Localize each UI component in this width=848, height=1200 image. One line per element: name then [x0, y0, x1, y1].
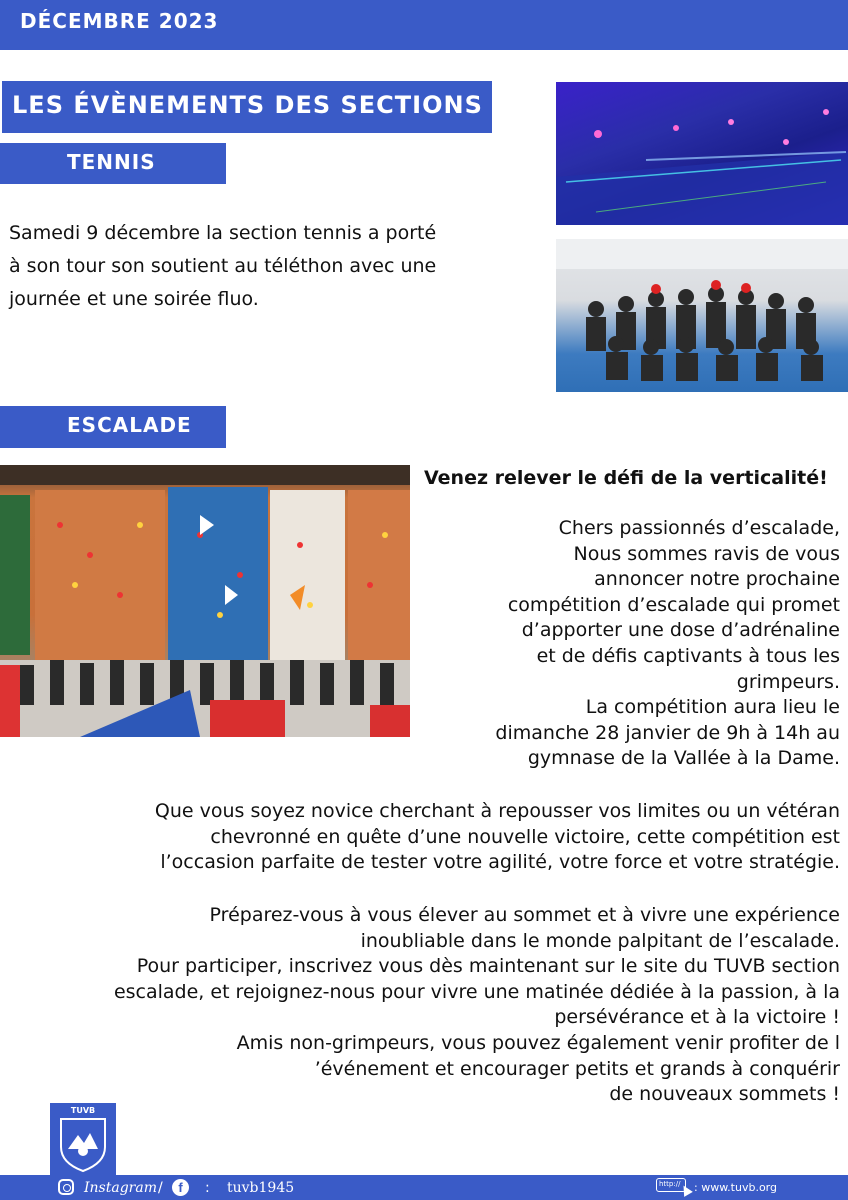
instagram-label[interactable]: Instagram — [84, 1180, 157, 1196]
escalade-heading: ESCALADE — [67, 413, 192, 437]
intro-line: dimanche 28 janvier de 9h à 14h au — [495, 721, 840, 744]
intro-line: La compétition aura lieu le — [585, 696, 840, 719]
website-link[interactable]: : www.tuvb.org — [694, 1181, 777, 1194]
intro-line: grimpeurs. — [736, 670, 840, 693]
club-logo — [50, 1103, 116, 1175]
escalade-tagline: Venez relever le défi de la verticalité! — [424, 467, 828, 489]
page-title: LES ÉVÈNEMENTS DES SECTIONS — [12, 91, 483, 119]
paragraph-line: inoubliable dans le monde palpitant de l’escalade. — [360, 929, 840, 952]
intro-line: gymnase de la Vallée à la Dame. — [527, 747, 840, 770]
paragraph-line: Amis non-grimpeurs, vous pouvez également venir profiter de l — [236, 1031, 840, 1054]
intro-line: Nous sommes ravis de vous — [573, 542, 840, 565]
escalade-paragraph-2 — [10, 799, 840, 876]
paragraph-line: Préparez-vous à vous élever au sommet et à vivre une expérience — [209, 904, 840, 926]
paragraph-line: escalade, et rejoignez-nous pour vivre une matinée dédiée à la passion, à la — [113, 980, 840, 1003]
paragraph-line: Pour participer, inscrivez vous dès maintenant sur le site du TUVB section — [136, 955, 840, 978]
facebook-icon[interactable]: f — [172, 1179, 189, 1196]
footer-separator: / — [158, 1180, 163, 1196]
tennis-paragraph: Samedi 9 décembre la section tennis a porté à son tour son soutient au téléthon avec une journée et une soirée fluo. — [9, 222, 437, 310]
intro-line: compétition d’escalade qui promet — [507, 593, 840, 616]
issue-date: DÉCEMBRE 2023 — [20, 9, 219, 33]
footer-colon: : — [205, 1180, 210, 1196]
instagram-icon[interactable] — [58, 1179, 74, 1195]
intro-line: Chers passionnés d’escalade, — [558, 517, 840, 539]
paragraph-line: de nouveaux sommets ! — [609, 1083, 840, 1106]
paragraph-line: ’événement et encourager petits et grands à conquérir — [314, 1057, 840, 1080]
logo-text: TUVB — [70, 1106, 96, 1115]
intro-line: annoncer notre prochaine — [594, 568, 840, 591]
tennis-fluo-photo — [556, 82, 848, 225]
intro-line: d’apporter une dose d’adrénaline — [521, 619, 840, 642]
paragraph-line: l’occasion parfaite de tester votre agilité, votre force et votre stratégie. — [160, 851, 840, 874]
tennis-heading: TENNIS — [67, 150, 156, 174]
paragraph-line: chevronné en quête d’une nouvelle victoire, cette compétition est — [210, 825, 840, 848]
web-icon-label: http:// — [659, 1180, 681, 1188]
tennis-group-photo — [556, 239, 848, 392]
paragraph-line: persévérance et à la victoire ! — [554, 1006, 840, 1029]
escalade-intro — [420, 516, 840, 772]
paragraph-line: Que vous soyez novice cherchant à repousser vos limites ou un vétéran — [154, 800, 840, 822]
social-handle[interactable]: tuvb1945 — [227, 1180, 295, 1196]
climbing-wall-photo — [0, 465, 410, 737]
intro-line: et de défis captivants à tous les — [536, 644, 840, 667]
escalade-paragraph-3 — [10, 903, 840, 1108]
